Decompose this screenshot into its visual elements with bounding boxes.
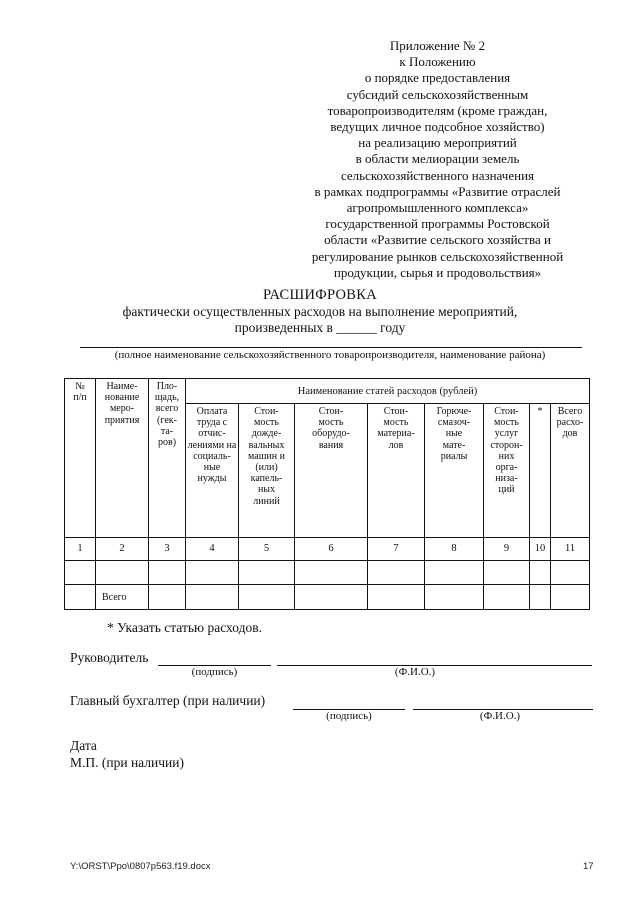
header-text: (гек- [157,414,177,426]
table-cell[interactable] [65,561,96,585]
document-title: РАСШИФРОВКА [262,287,377,303]
header-text: мость [318,417,344,429]
header-text: нование [104,392,140,404]
header-text: ные [445,428,463,440]
header-text: щадь, [154,392,180,404]
header-irrigation-machines [239,404,295,538]
header-activity-name [96,379,149,538]
date-label: Дата [70,738,97,753]
header-text: * [537,406,543,417]
table-cell[interactable] [239,585,295,610]
appendix-line: государственной программы Ростовской [325,216,550,232]
table-cell[interactable] [425,561,484,585]
column-number: 4 [186,538,239,561]
header-text: сторон- [490,439,523,451]
appendix-line: сельскохозяйственного назначения [340,167,535,183]
header-text: дожде- [251,428,282,440]
header-text: оборудо- [312,428,350,440]
table-cell[interactable] [368,585,425,610]
column-number: 11 [551,538,590,561]
header-text: нужды [197,473,227,485]
footnote: * Указать статью расходов. [107,620,262,635]
column-number: 3 [149,538,186,561]
header-text: мате- [442,439,466,451]
header-text: орга- [495,462,518,474]
header-text: ций [498,484,515,496]
header-text: ров) [157,437,177,449]
header-text: линий [253,495,280,507]
page-number: 17 [583,861,594,872]
table-cell[interactable] [484,585,530,610]
column-number: 9 [484,538,530,561]
appendix-line: товаропроизводителям (кроме граждан, [327,102,548,118]
subtitle-prefix: произведенных в [234,320,333,335]
header-text: вания [318,439,344,451]
table-cell[interactable] [149,585,186,610]
header-text: Оплата [196,406,228,417]
header-text: услуг [494,428,519,440]
header-text: приятия [104,414,140,426]
year-blank: ______ [336,320,377,335]
organization-caption: (полное наименование сельскохозяйственного товаропроизводителя, наименование района) [114,349,546,361]
header-labor-cost [186,404,239,538]
accountant-name-caption: (Ф.И.О.) [479,710,521,722]
header-text: меро- [109,403,135,415]
appendix-line: в области мелиорации земель [355,151,520,167]
head-label: Руководитель [70,650,149,665]
header-total-expenses [551,404,590,538]
header-text: Стои- [318,406,344,417]
head-name-caption: (Ф.И.О.) [394,666,436,678]
table-cell[interactable] [96,561,149,585]
organization-fill-line [80,347,582,348]
table-cell[interactable] [239,561,295,585]
header-number [65,379,96,538]
footer-file-path: Y:\ORST\Ppo\0807p563.f19.docx [70,861,211,872]
column-number: 2 [96,538,149,561]
header-text: № [75,381,85,392]
column-number-row [65,538,590,561]
empty-data-row [65,561,590,585]
header-text: Стои- [383,406,409,417]
header-text: мость [494,417,519,429]
header-third-party-services [484,404,530,538]
header-text: ные [203,462,221,474]
column-number: 1 [65,538,96,561]
header-text: низа- [495,473,518,485]
header-text: машин и [248,450,285,462]
column-number: 5 [239,538,295,561]
total-row [65,585,590,610]
table-cell[interactable] [295,561,368,585]
header-text: отчис- [198,428,226,440]
table-cell[interactable] [186,561,239,585]
header-text: вальных [248,439,285,451]
table-cell[interactable] [65,585,96,610]
header-text: Наиме- [106,381,138,392]
appendix-line: области «Развитие сельского хозяйства и [324,232,551,248]
header-text: капель- [250,473,283,485]
header-text: социаль- [193,450,231,462]
appendix-line: продукции, сырья и продовольствия» [333,264,542,280]
header-text: Стои- [494,406,519,417]
table-cell[interactable] [551,561,590,585]
total-label: Всего [96,585,149,610]
appendix-line: на реализацию мероприятий [358,135,517,151]
header-text: лов [388,439,404,451]
header-text: труда с [196,417,228,429]
subtitle-line-2 [60,320,580,336]
table-cell[interactable] [368,561,425,585]
column-number: 6 [295,538,368,561]
table-cell[interactable] [530,585,551,610]
table-cell[interactable] [551,585,590,610]
appendix-line: субсидий сельскохозяйственным [346,86,529,102]
header-text: ных [257,484,276,496]
accountant-sign-caption: (подпись) [326,710,372,722]
table-cell[interactable] [425,585,484,610]
table-cell[interactable] [484,561,530,585]
subtitle-line-1: фактически осуществленных расходов на выполнение мероприятий, [122,304,518,319]
header-text: смазоч- [437,417,471,429]
header-text: Горюче- [436,406,472,417]
subtitle-suffix: году [380,320,406,335]
document-subtitle [60,304,580,336]
header-text: (или) [255,462,278,474]
header-text: Пло- [156,381,178,392]
column-number: 7 [368,538,425,561]
column-number: 10 [530,538,551,561]
table-cell[interactable] [186,585,239,610]
header-other-expense [530,404,551,538]
header-text: материа- [377,428,415,440]
header-text: лениями на [187,439,237,451]
head-sign-caption: (подпись) [191,666,238,678]
table-cell[interactable] [295,585,368,610]
appendix-line: о порядке предоставления [364,70,511,86]
appendix-header [285,38,590,281]
header-fuel-lubricants [425,404,484,538]
header-text: мость [383,417,409,429]
accountant-label: Главный бухгалтер (при наличии) [70,693,266,708]
header-text: Всего [557,406,583,417]
header-text: риалы [440,450,468,462]
appendix-line: в рамках подпрограммы «Развитие отраслей [314,183,561,199]
header-text: Стои- [254,406,279,417]
header-text: них [498,450,515,462]
header-equipment-cost [295,404,368,538]
header-area [149,379,186,538]
header-text: мость [254,417,279,429]
header-materials-cost [368,404,425,538]
appendix-line: к Положению [399,54,476,70]
header-text: расхо- [556,417,584,429]
expenses-table [64,378,590,610]
table-cell[interactable] [530,561,551,585]
appendix-line: ведущих личное подсобное хозяйство) [330,119,545,135]
appendix-line: агропромышленного комплекса» [346,200,529,216]
header-text: всего [155,403,179,415]
header-text: та- [160,425,174,437]
appendix-line: регулирование рынков сельскохозяйственной [311,248,564,264]
column-number: 8 [425,538,484,561]
table-cell[interactable] [149,561,186,585]
stamp-label: М.П. (при наличии) [70,755,184,770]
header-text: дов [562,428,578,440]
header-text: п/п [73,392,87,404]
appendix-line: Приложение № 2 [389,38,486,53]
header-expense-group: Наименование статей расходов (рублей) [186,379,590,404]
